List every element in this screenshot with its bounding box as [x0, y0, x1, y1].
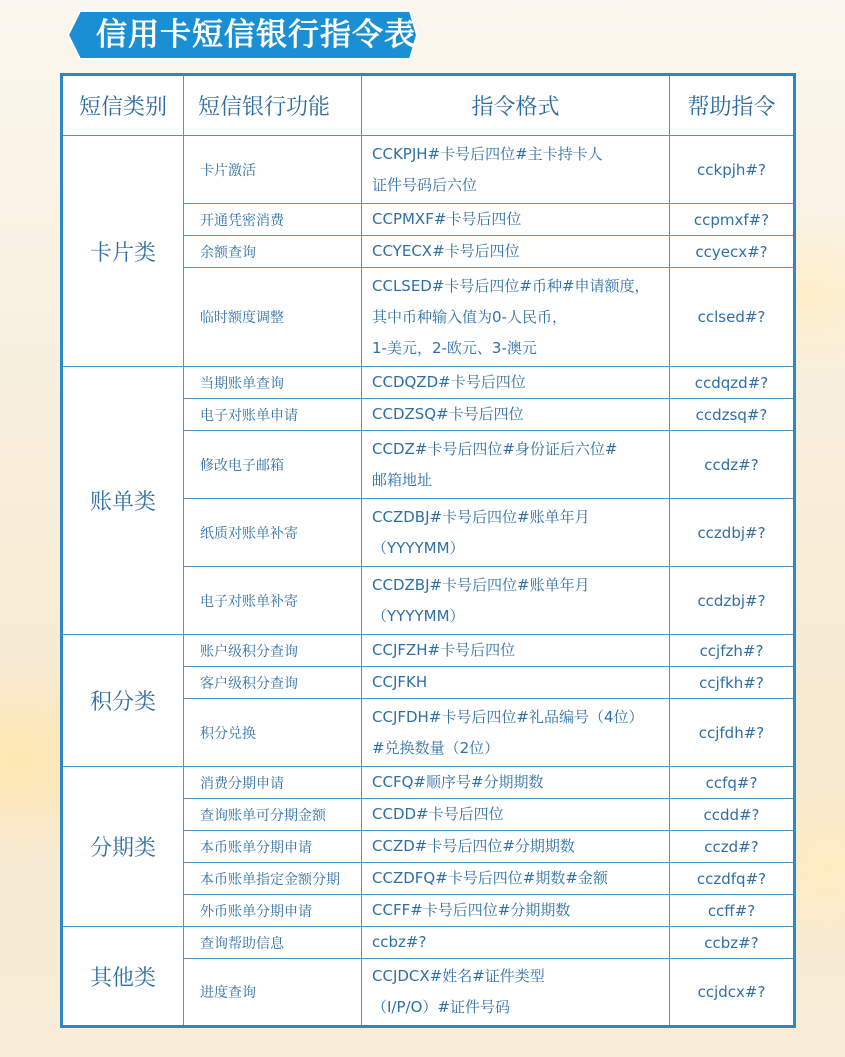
format-line: CCDZSQ#卡号后四位 [372, 405, 524, 423]
table-row [62, 136, 795, 204]
header-function: 短信银行功能 [184, 75, 362, 136]
table-row [62, 767, 795, 799]
format-cell [362, 236, 670, 268]
function-cell: 外币账单分期申请 [184, 895, 362, 927]
table-row [62, 635, 795, 667]
header-format: 指令格式 [362, 75, 670, 136]
format-line: ccbz#? [372, 933, 427, 951]
help-cell: ccdqzd#? [670, 367, 795, 399]
format-cell [362, 863, 670, 895]
format-cell [362, 499, 670, 567]
help-cell: ccjdcx#? [670, 959, 795, 1027]
page-title: 信用卡短信银行指令表 [96, 17, 416, 53]
function-cell: 电子对账单补寄 [184, 567, 362, 635]
function-cell: 纸质对账单补寄 [184, 499, 362, 567]
function-cell: 查询账单可分期金额 [184, 799, 362, 831]
help-cell: ccff#? [670, 895, 795, 927]
format-line: （I/P/O）#证件号码 [372, 998, 510, 1016]
category-cell: 积分类 [62, 635, 184, 767]
format-cell [362, 831, 670, 863]
format-line: CCZDBJ#卡号后四位#账单年月 [372, 507, 590, 526]
help-cell: ccdzbj#? [670, 567, 795, 635]
category-cell: 其他类 [62, 927, 184, 1027]
format-line: CCFQ#顺序号#分期期数 [372, 773, 544, 791]
function-cell: 查询帮助信息 [184, 927, 362, 959]
format-cell [362, 959, 670, 1027]
function-cell: 卡片激活 [184, 136, 362, 204]
function-cell: 进度查询 [184, 959, 362, 1027]
table-row [62, 927, 795, 959]
format-cell [362, 767, 670, 799]
table-header-row [62, 75, 795, 136]
format-line: CCDZ#卡号后四位#身份证后六位# [372, 439, 618, 458]
format-line: 1-美元，2-欧元、3-澳元 [372, 338, 537, 357]
format-line: 邮箱地址 [372, 470, 433, 489]
format-line: CCJFZH#卡号后四位 [372, 641, 516, 659]
help-cell: ccjfzh#? [670, 635, 795, 667]
category-cell: 分期类 [62, 767, 184, 927]
help-cell: ccdd#? [670, 799, 795, 831]
format-line: （YYYYMM） [372, 606, 465, 625]
format-line: CCPMXF#卡号后四位 [372, 210, 522, 228]
format-cell [362, 667, 670, 699]
format-cell [362, 136, 670, 204]
format-line: CCJDCX#姓名#证件类型 [372, 967, 545, 985]
format-line: #兑换数量（2位） [372, 738, 500, 757]
help-cell: ccjfkh#? [670, 667, 795, 699]
format-line: CCLSED#卡号后四位#币种#申请额度， [372, 276, 650, 295]
help-cell: ccbz#? [670, 927, 795, 959]
format-line: 其中币种输入值为0-人民币， [372, 307, 567, 326]
help-cell: ccyecx#? [670, 236, 795, 268]
function-cell: 本币账单指定金额分期 [184, 863, 362, 895]
help-cell: ccdzsq#? [670, 399, 795, 431]
format-cell [362, 431, 670, 499]
format-cell [362, 204, 670, 236]
function-cell: 电子对账单申请 [184, 399, 362, 431]
title-banner [66, 10, 418, 60]
function-cell: 本币账单分期申请 [184, 831, 362, 863]
help-cell: cczdfq#? [670, 863, 795, 895]
format-cell [362, 268, 670, 367]
format-cell [362, 635, 670, 667]
format-line: 证件号码后六位 [372, 175, 478, 194]
format-cell [362, 567, 670, 635]
format-line: CCDQZD#卡号后四位 [372, 373, 526, 391]
format-line: CCDD#卡号后四位 [372, 805, 504, 823]
help-cell: ccjfdh#? [670, 699, 795, 767]
help-cell: ccpmxf#? [670, 204, 795, 236]
format-line: CCFF#卡号后四位#分期期数 [372, 901, 571, 919]
help-cell: ccfq#? [670, 767, 795, 799]
help-cell: cczd#? [670, 831, 795, 863]
header-help: 帮助指令 [670, 75, 795, 136]
format-line: CCDZBJ#卡号后四位#账单年月 [372, 575, 590, 594]
function-cell: 积分兑换 [184, 699, 362, 767]
format-line: CCJFKH [372, 673, 428, 691]
function-cell: 当期账单查询 [184, 367, 362, 399]
format-line: CCKPJH#卡号后四位#主卡持卡人 [372, 144, 603, 163]
format-line: CCJFDH#卡号后四位#礼品编号（4位） [372, 707, 644, 726]
format-line: （YYYYMM） [372, 538, 465, 557]
table-body [62, 136, 795, 1027]
sms-command-table [60, 73, 796, 1028]
help-cell: cclsed#? [670, 268, 795, 367]
function-cell: 账户级积分查询 [184, 635, 362, 667]
format-line: CCYECX#卡号后四位 [372, 242, 520, 260]
function-cell: 开通凭密消费 [184, 204, 362, 236]
format-cell [362, 799, 670, 831]
function-cell: 客户级积分查询 [184, 667, 362, 699]
function-cell: 消费分期申请 [184, 767, 362, 799]
help-cell: cckpjh#? [670, 136, 795, 204]
format-line: CCZD#卡号后四位#分期期数 [372, 837, 575, 855]
format-line: CCZDFQ#卡号后四位#期数#金额 [372, 869, 608, 887]
function-cell: 余额查询 [184, 236, 362, 268]
table-row [62, 367, 795, 399]
format-cell [362, 895, 670, 927]
format-cell [362, 367, 670, 399]
category-cell: 账单类 [62, 367, 184, 635]
category-cell: 卡片类 [62, 136, 184, 367]
function-cell: 临时额度调整 [184, 268, 362, 367]
format-cell [362, 927, 670, 959]
header-category: 短信类别 [62, 75, 184, 136]
function-cell: 修改电子邮箱 [184, 431, 362, 499]
format-cell [362, 699, 670, 767]
help-cell: cczdbj#? [670, 499, 795, 567]
format-cell [362, 399, 670, 431]
help-cell: ccdz#? [670, 431, 795, 499]
